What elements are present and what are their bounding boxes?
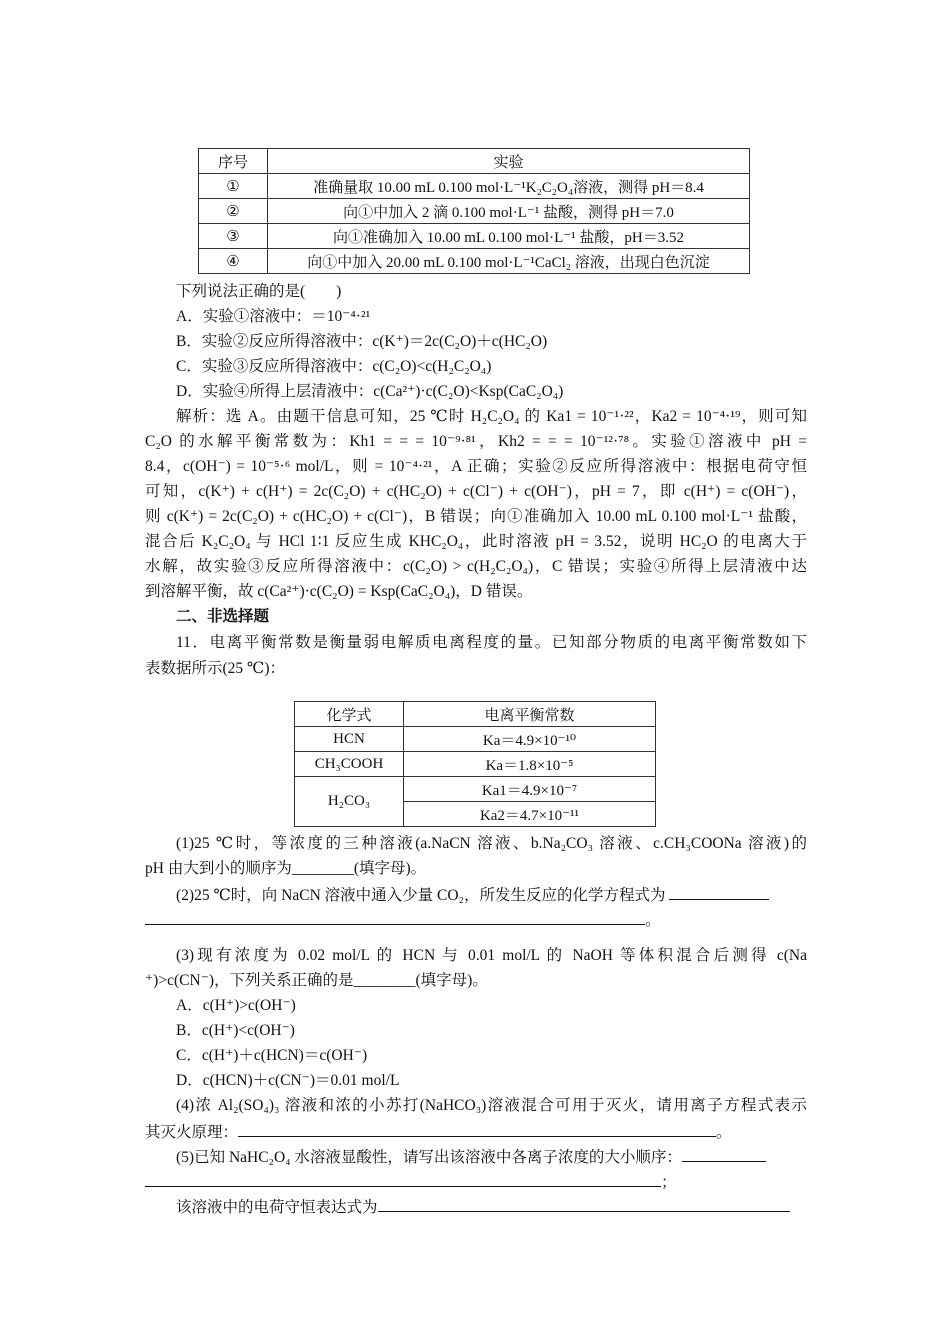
q2-line [176,882,769,908]
option-c: C．实验③反应所得溶液中：c(C₂O)<c(H₂C₂O₄) [176,358,492,375]
table-row [295,777,656,802]
analysis-line: 水解，故实验③反应所得溶液中：c(C₂O) > c(H₂C₂O₄)，C 错误；实验④所得上层清液中达 [145,558,807,575]
table-cell: 向①中加入 2 滴 0.100 mol·L⁻¹ 盐酸，测得 pH＝7.0 [268,199,750,224]
table-header-cell: 化学式 [295,702,404,727]
analysis-line: 可知，c(K⁺) + c(H⁺) = 2c(C₂O) + c(HC₂O) + c(Cl⁻) + c(OH⁻)，pH = 7，即 c(H⁺) = c(OH⁻)， [145,483,807,500]
answer-blank[interactable] [145,1169,661,1187]
table-cell: HCN [295,727,404,752]
table-row [199,224,750,249]
q5-line-3 [176,1194,790,1220]
q1-line: pH 由大到小的顺序为________(填字母)。 [145,860,427,877]
q4-text: 其灭火原理： [145,1124,239,1141]
q5-last-text: 该溶液中的电荷守恒表达式为 [176,1199,378,1216]
table-header-row [295,702,656,727]
option-a: A．实验①溶液中：＝10⁻⁴·²¹ [176,308,371,325]
table-cell: Ka2＝4.7×10⁻¹¹ [404,802,656,827]
q11-line: 表数据所示(25 ℃)： [145,660,286,677]
table-row [295,727,656,752]
table-cell: Ka＝4.9×10⁻¹⁰ [404,727,656,752]
table-row [199,174,750,199]
analysis-line: 8.4，c(OH⁻) = 10⁻⁵·⁶ mol/L，则 = 10⁻⁴·²¹，A 正确；实验②反应所得溶液中：根据电荷守恒 [145,458,807,475]
analysis-line: 则 c(K⁺) = 2c(C₂O) + c(HC₂O) + c(Cl⁻)，B 错误；向①准确加入 10.00 mL 0.100 mol·L⁻¹ 盐酸， [145,508,807,525]
table-cell: Ka1＝4.9×10⁻⁷ [404,777,656,802]
answer-blank[interactable] [378,1194,790,1212]
q3-line: (3)现有浓度为 0.02 mol/L 的 HCN 与 0.01 mol/L 的 NaOH 等体积混合后测得 c(Na [176,947,807,964]
table-cell: ① [199,174,268,199]
table-cell: 准确量取 10.00 mL 0.100 mol·L⁻¹K₂C₂O₄溶液，测得 pH＝8.4 [268,174,750,199]
analysis-line: C₂O 的水解平衡常数为：Kh1 = = = 10⁻⁹·⁸¹，Kh2 = = = 10⁻¹²·⁷⁸。实验①溶液中 pH = [145,433,807,450]
q5-line-2 [145,1169,677,1195]
table-header-cell: 电离平衡常数 [404,702,656,727]
answer-blank[interactable] [145,907,645,925]
q5-line [176,1144,766,1170]
table-row [199,249,750,274]
punct: 。 [645,912,661,929]
q3-option-b: B．c(H⁺)<c(OH⁻) [176,1022,295,1039]
answer-blank[interactable] [669,882,769,900]
q3-option-a: A．c(H⁺)>c(OH⁻) [176,997,296,1014]
table-header-cell: 序号 [199,149,268,174]
analysis-line: 混合后 K₂C₂O₄ 与 HCl 1∶1 反应生成 KHC₂O₄，此时溶液 pH = 3.52，说明 HC₂O 的电离大于 [145,533,807,550]
table-cell: ② [199,199,268,224]
table-row [295,752,656,777]
answer-blank[interactable] [238,1119,716,1137]
experiment-table [198,148,750,274]
q2-text: (2)25 ℃时，向 NaCN 溶液中通入少量 CO₂，所发生反应的化学方程式为 [176,887,666,904]
q11-line: 11．电离平衡常数是衡量弱电解质电离程度的量。已知部分物质的电离平衡常数如下 [176,634,807,651]
table-header-cell: 实验 [268,149,750,174]
option-b: B．实验②反应所得溶液中：c(K⁺)＝2c(C₂O)＋c(HC₂O) [176,333,548,350]
q4-line: (4)浓 Al₂(SO₄)₃ 溶液和浓的小苏打(NaHCO₃)溶液混合可用于灭火，请用离子方程式表示 [176,1097,807,1114]
option-d: D．实验④所得上层清液中：c(Ca²⁺)·c(C₂O)<Ksp(CaC₂O₄) [176,383,564,400]
analysis-line: 解析：选 A。由题干信息可知，25 ℃时 H₂C₂O₄ 的 Ka1 = 10⁻¹·²²，Ka2 = 10⁻⁴·¹⁹，则可知 [176,408,807,425]
question-stem: 下列说法正确的是( ) [176,283,342,300]
table-cell: H₂CO₃ [295,777,404,827]
punct: ； [661,1174,677,1191]
table-cell: ③ [199,224,268,249]
section-heading: 二、非选择题 [176,608,270,625]
q3-option-d: D．c(HCN)＋c(CN⁻)＝0.01 mol/L [176,1072,400,1089]
q3-line: ⁺)>c(CN⁻)，下列关系正确的是________(填字母)。 [145,972,488,989]
q2-line-2 [145,907,661,933]
table-row [199,199,750,224]
table-header-row [199,149,750,174]
table-cell: 向①中加入 20.00 mL 0.100 mol·L⁻¹CaCl₂ 溶液，出现白色沉淀 [268,249,750,274]
answer-blank[interactable] [682,1144,766,1162]
q5-text: (5)已知 NaHC₂O₄ 水溶液显酸性，请写出该溶液中各离子浓度的大小顺序： [176,1149,682,1166]
q4-line-2 [145,1119,732,1145]
ionization-constant-table [294,701,656,827]
q1-line: (1)25 ℃时，等浓度的三种溶液(a.NaCN 溶液、b.Na₂CO₃ 溶液、c.CH₃COONa 溶液)的 [176,835,807,852]
q3-option-c: C．c(H⁺)＋c(HCN)＝c(OH⁻) [176,1047,368,1064]
table-cell: ④ [199,249,268,274]
table-cell: CH₃COOH [295,752,404,777]
table-cell: Ka＝1.8×10⁻⁵ [404,752,656,777]
analysis-line: 到溶解平衡，故 c(Ca²⁺)·c(C₂O) = Ksp(CaC₂O₄)，D 错误。 [145,583,533,600]
punct: 。 [716,1124,732,1141]
table-cell: 向①准确加入 10.00 mL 0.100 mol·L⁻¹ 盐酸，pH＝3.52 [268,224,750,249]
